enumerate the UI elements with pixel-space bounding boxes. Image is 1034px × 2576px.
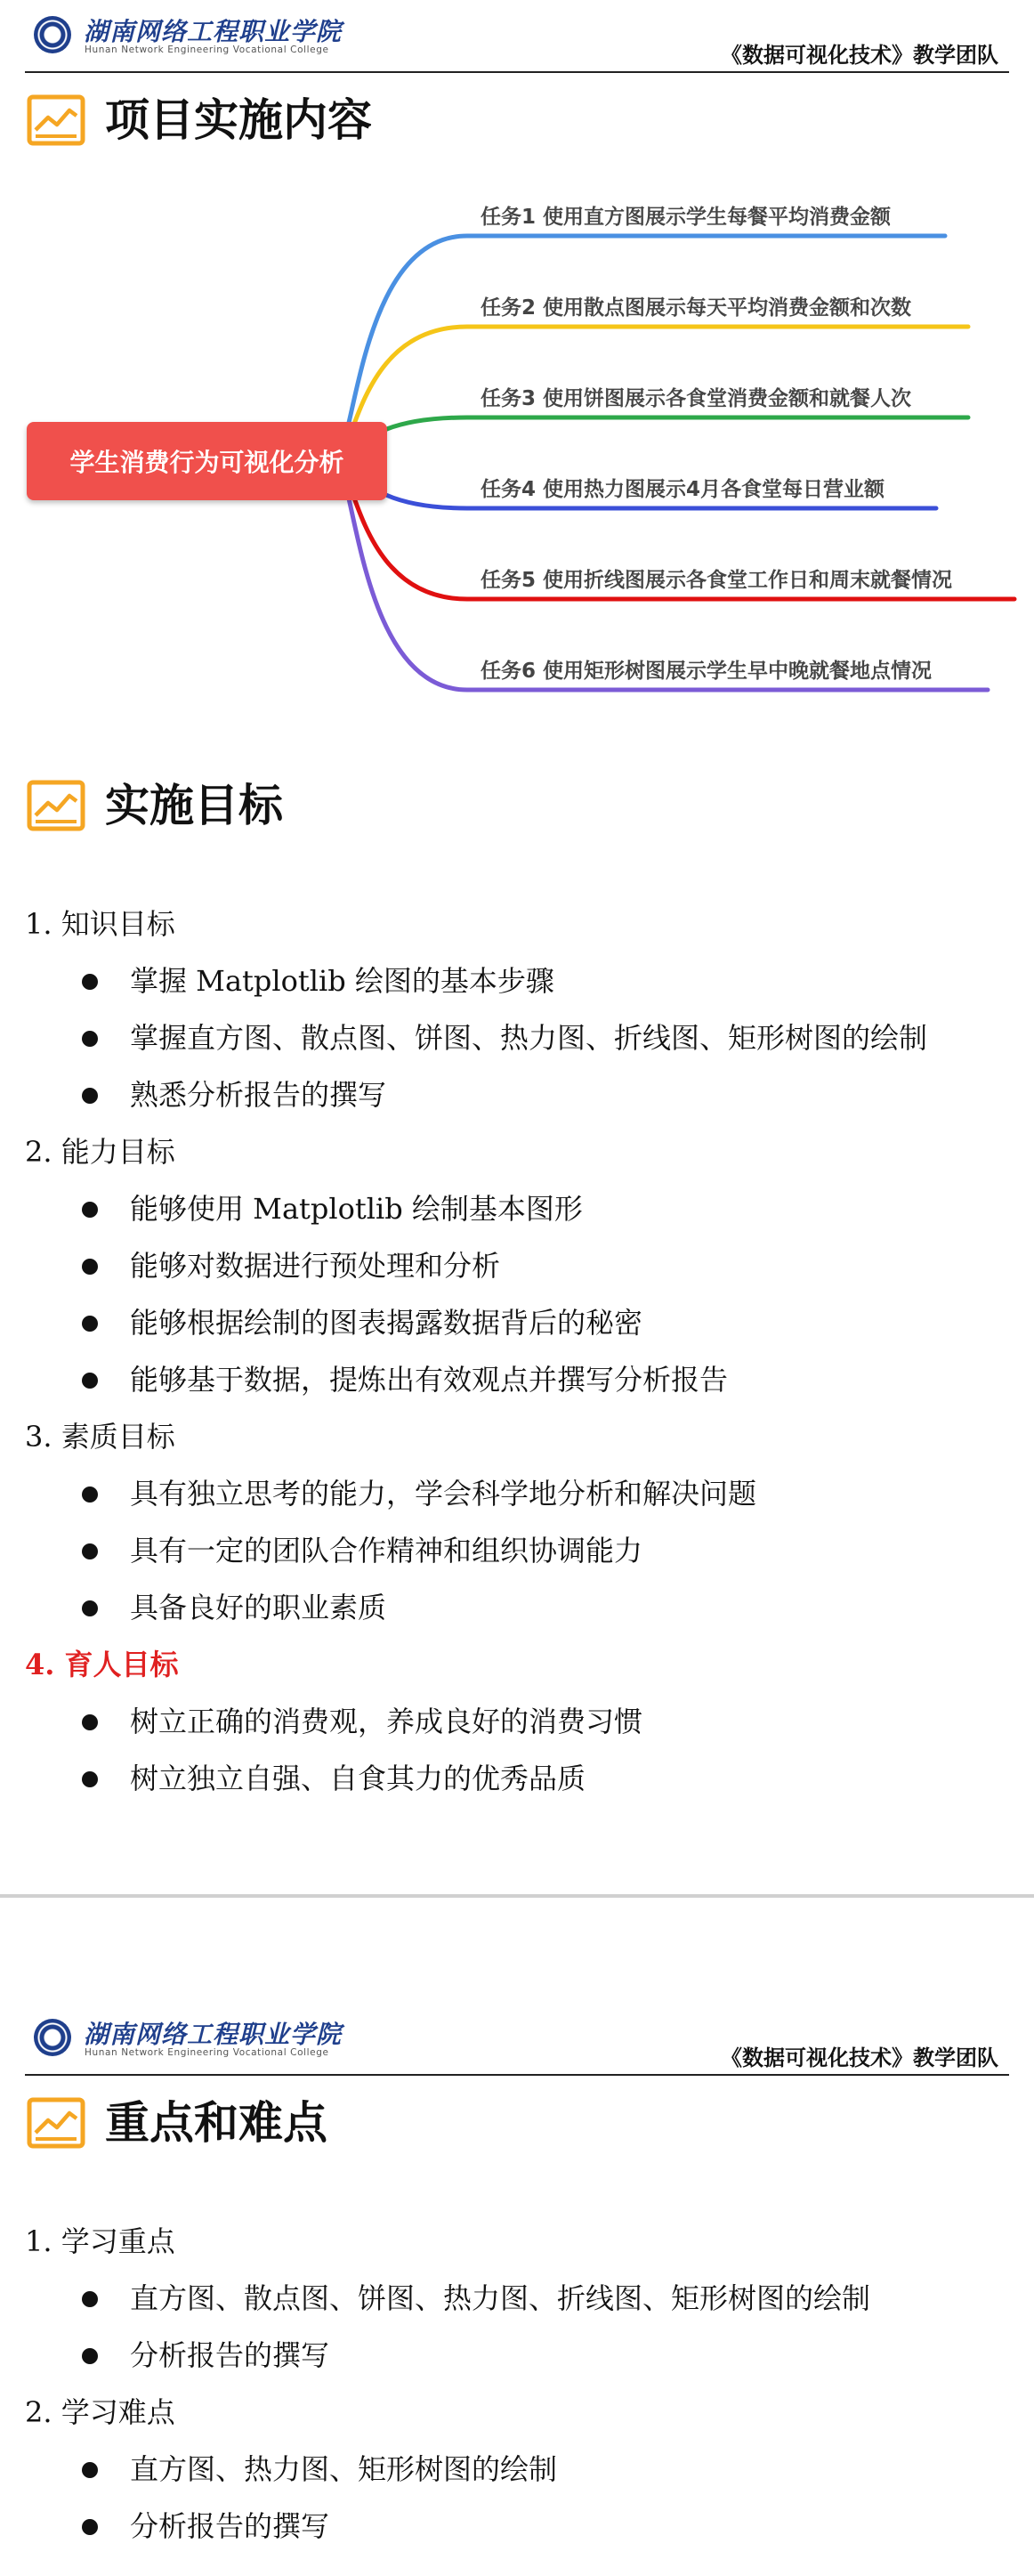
bullet-item: [25, 2327, 1013, 2384]
bullet-dot-icon: [82, 1771, 98, 1787]
mindmap-branch-line: [334, 236, 945, 460]
college-logo: [34, 12, 363, 59]
objective-heading: 2. 学习难点: [25, 2395, 175, 2429]
objective-heading: 2. 能力目标: [25, 1135, 175, 1169]
teaching-team-label: 《数据可视化技术》教学团队: [721, 42, 998, 68]
task-mindmap: [0, 196, 1034, 730]
bullet-dot-icon: [82, 2348, 98, 2364]
section-title: 重点和难点: [105, 2097, 327, 2149]
chart-icon: [27, 94, 85, 146]
mindmap-task-label: 任务5 使用折线图展示各食堂工作日和周末就餐情况: [481, 569, 953, 592]
bullet-dot-icon: [82, 1373, 98, 1389]
bullet-item: [25, 1522, 1013, 1579]
section-title: 项目实施内容: [105, 94, 372, 146]
bullet-text: 具有独立思考的能力，学会科学地分析和解决问题: [130, 1477, 757, 1511]
bullet-dot-icon: [82, 2462, 98, 2478]
bullet-item: [25, 1579, 1013, 1636]
objective-heading: 3. 素质目标: [25, 1420, 175, 1454]
bullet-item: [25, 1066, 1013, 1123]
chart-icon: [27, 2097, 85, 2149]
bullet-text: 能够根据绘制的图表揭露数据背后的秘密: [130, 1306, 643, 1340]
bullet-item: [25, 952, 1013, 1009]
bullet-text: 能够对数据进行预处理和分析: [130, 1249, 501, 1283]
mindmap-task-label: 任务1 使用直方图展示学生每餐平均消费金额: [481, 206, 892, 229]
header-rule: [25, 71, 1009, 73]
bullet-item: [25, 1351, 1013, 1408]
bullet-text: 能够基于数据，提炼出有效观点并撰写分析报告: [130, 1363, 729, 1397]
bullet-item: [25, 2270, 1013, 2327]
mindmap-root-node: 学生消费行为可视化分析: [27, 422, 387, 500]
bullet-dot-icon: [82, 2291, 98, 2307]
page-header: [0, 2003, 1034, 2078]
college-emblem-icon: [34, 2019, 71, 2056]
bullet-text: 具备良好的职业素质: [130, 1591, 387, 1624]
objectives-outline: [25, 895, 1013, 1807]
bullet-item: [25, 1180, 1013, 1237]
college-english-name: Hunan Network Engineering Vocational College: [85, 45, 329, 55]
bullet-text: 树立正确的消费观，养成良好的消费习惯: [130, 1705, 643, 1738]
page-header: [0, 0, 1034, 75]
bullet-dot-icon: [82, 1543, 98, 1559]
college-logo: [34, 2015, 363, 2062]
bullet-dot-icon: [82, 1486, 98, 1503]
bullet-dot-icon: [82, 2519, 98, 2535]
bullet-dot-icon: [82, 1088, 98, 1104]
bullet-text: 能够使用 Matplotlib 绘制基本图形: [130, 1192, 583, 1226]
bullet-item: [25, 1009, 1013, 1066]
bullet-item: [25, 2441, 1013, 2498]
bullet-item: [25, 1294, 1013, 1351]
bullet-dot-icon: [82, 1031, 98, 1047]
objective-heading: 4. 育人目标: [25, 1648, 179, 1681]
objective-heading: 1. 知识目标: [25, 907, 175, 941]
bullet-text: 分析报告的撰写: [130, 2509, 330, 2543]
bullet-dot-icon: [82, 1316, 98, 1332]
college-name: 湖南网络工程职业学院: [84, 17, 343, 46]
chart-icon: [27, 780, 85, 831]
mindmap-task-label: 任务3 使用饼图展示各食堂消费金额和就餐人次: [481, 387, 912, 410]
mindmap-task-label: 任务4 使用热力图展示4月各食堂每日营业额: [481, 478, 885, 501]
bullet-text: 熟悉分析报告的撰写: [130, 1078, 387, 1112]
bullet-item: [25, 1465, 1013, 1522]
bullet-dot-icon: [82, 1202, 98, 1218]
objective-heading: 1. 学习重点: [25, 2224, 175, 2258]
bullet-dot-icon: [82, 1714, 98, 1730]
section-title: 实施目标: [105, 780, 283, 831]
teaching-team-label: 《数据可视化技术》教学团队: [721, 2045, 998, 2070]
bullet-item: [25, 2498, 1013, 2555]
college-emblem-icon: [34, 16, 71, 53]
header-rule: [25, 2074, 1009, 2076]
bullet-text: 树立独立自强、自食其力的优秀品质: [130, 1762, 586, 1795]
bullet-text: 直方图、热力图、矩形树图的绘制: [130, 2452, 558, 2486]
bullet-text: 掌握直方图、散点图、饼图、热力图、折线图、矩形树图的绘制: [130, 1021, 928, 1055]
bullet-item: [25, 1750, 1013, 1807]
bullet-dot-icon: [82, 1600, 98, 1616]
key-points-outline: [25, 2213, 1013, 2555]
bullet-dot-icon: [82, 1259, 98, 1275]
page-separator: [0, 1894, 1034, 1898]
bullet-text: 直方图、散点图、饼图、热力图、折线图、矩形树图的绘制: [130, 2281, 871, 2315]
bullet-item: [25, 1693, 1013, 1750]
bullet-item: [25, 1237, 1013, 1294]
bullet-dot-icon: [82, 974, 98, 990]
bullet-text: 具有一定的团队合作精神和组织协调能力: [130, 1534, 643, 1567]
mindmap-branch-line: [334, 417, 968, 460]
mindmap-task-label: 任务2 使用散点图展示每天平均消费金额和次数: [481, 296, 912, 320]
college-english-name: Hunan Network Engineering Vocational College: [85, 2047, 329, 2058]
bullet-text: 分析报告的撰写: [130, 2338, 330, 2372]
college-name: 湖南网络工程职业学院: [84, 2020, 343, 2049]
mindmap-task-label: 任务6 使用矩形树图展示学生早中晚就餐地点情况: [481, 660, 933, 683]
bullet-text: 掌握 Matplotlib 绘图的基本步骤: [130, 964, 554, 998]
